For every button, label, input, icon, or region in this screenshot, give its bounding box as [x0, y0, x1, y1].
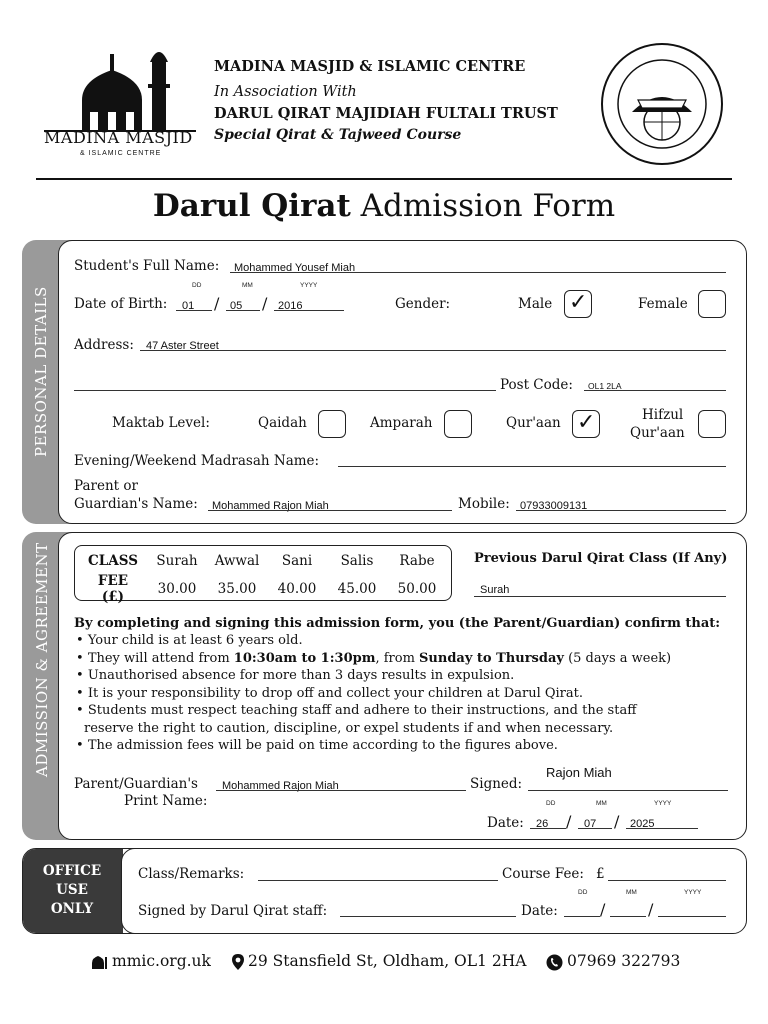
office-date-slash-1: / [600, 900, 606, 919]
fee-cell: 30.00 [157, 581, 197, 597]
bullet: • [76, 685, 84, 701]
quraan-label: Qur'aan [506, 415, 561, 431]
date-year-line [626, 828, 698, 829]
dob-year-line [274, 310, 344, 311]
terms-item [76, 737, 671, 755]
dob-day-line [176, 310, 212, 311]
fee-header: FEE (£) [97, 573, 129, 605]
date-day-line [530, 828, 566, 829]
office-dd-hint: DD [578, 889, 588, 896]
office-section [22, 848, 747, 934]
dob-year-input[interactable]: 2016 [278, 300, 303, 312]
print-name-line [216, 790, 466, 791]
fee-table-fee-row [79, 573, 447, 605]
address-line-2 [74, 390, 496, 391]
staff-signed-label: Signed by Darul Qirat staff: [138, 903, 328, 919]
previous-class-line [474, 596, 726, 597]
signature-line [528, 790, 728, 791]
madrasah-label: Evening/Weekend Madrasah Name: [74, 453, 320, 469]
gender-label: Gender: [395, 296, 451, 312]
header-line3: DARUL QIRAT MAJIDIAH FULTALI TRUST [214, 105, 558, 122]
dob-day-input[interactable]: 01 [182, 300, 195, 312]
parent-name-input[interactable]: Mohammed Rajon Miah [212, 500, 329, 512]
class-remarks-label: Class/Remarks: [138, 866, 245, 882]
dob-mm-hint: MM [242, 282, 253, 289]
term-text: (5 days a week) [563, 650, 672, 666]
hifzul-checkbox[interactable] [698, 410, 726, 438]
student-name-label: Student's Full Name: [74, 258, 220, 274]
hifzul-label-2: Qur'aan [630, 425, 685, 441]
mosque-icon [40, 40, 200, 140]
date-slash-1: / [566, 812, 572, 831]
class-cell: Sani [281, 553, 313, 569]
dob-month-input[interactable]: 05 [230, 300, 243, 312]
term-text: Students must respect teaching staff and adhere to their instructions, and the staff [87, 703, 637, 718]
fee-cell: 35.00 [217, 581, 257, 597]
term-text: Unauthorised absence for more than 3 days results in expulsion. [87, 668, 515, 683]
bullet: • [76, 650, 84, 666]
class-header: CLASS [88, 553, 138, 569]
pound-sign: £ [596, 866, 605, 882]
date-year-input[interactable]: 2025 [630, 818, 655, 830]
bullet: • [76, 703, 84, 718]
fee-table-class-row [79, 549, 447, 573]
terms-item [76, 650, 671, 668]
terms-item [76, 667, 671, 685]
hifzul-label-1: Hifzul [642, 407, 684, 423]
term-text: Your child is at least 6 years old. [87, 633, 303, 648]
logo-text: MADINA MASJID [44, 128, 193, 147]
header-line4: Special Qirat & Tajweed Course [214, 127, 462, 143]
parent-name-line [208, 510, 452, 511]
terms-item [76, 632, 671, 650]
mosque-small-icon [90, 954, 108, 974]
office-date-month-line [610, 916, 646, 917]
amparah-checkbox[interactable] [444, 410, 472, 438]
office-yyyy-hint: YYYY [684, 889, 702, 896]
madrasah-line [338, 466, 726, 467]
footer-address: 29 Stansfield St, Oldham, OL1 2HA [248, 952, 527, 970]
office-date-slash-2: / [648, 900, 654, 919]
student-name-input[interactable]: Mohammed Yousef Miah [234, 262, 356, 274]
dob-slash-2: / [262, 294, 268, 313]
mobile-input[interactable]: 07933009131 [520, 500, 588, 512]
date-day-input[interactable]: 26 [536, 818, 549, 830]
office-tab-label-1: OFFICE [42, 863, 102, 879]
office-mm-hint: MM [626, 889, 637, 896]
amparah-label: Amparah [370, 415, 433, 431]
title-rest: Admission Form [360, 188, 616, 224]
personal-details-section [58, 240, 747, 524]
postcode-input[interactable]: OL1 2LA [588, 381, 622, 391]
qaidah-label: Qaidah [258, 415, 307, 431]
class-cell: Rabe [399, 553, 435, 569]
fee-table [74, 545, 452, 605]
dob-dd-hint: DD [192, 282, 202, 289]
office-tab-label-3: ONLY [50, 901, 94, 917]
terms-item [76, 685, 671, 703]
dob-month-line [226, 310, 260, 311]
male-checkbox[interactable] [564, 290, 592, 318]
term-text: It is your responsibility to drop off and collect your children at Darul Qirat. [87, 685, 583, 701]
dob-label: Date of Birth: [74, 296, 168, 312]
date-slash-2: / [614, 812, 620, 831]
staff-signed-line [340, 916, 516, 917]
term-bold: Sunday to Thursday [419, 650, 564, 666]
address-line-1 [140, 350, 726, 351]
term-text: , from [375, 650, 420, 666]
postcode-label: Post Code: [500, 377, 573, 393]
office-date-year-line [658, 916, 726, 917]
maktab-label: Maktab Level: [112, 415, 210, 431]
mobile-label: Mobile: [458, 496, 510, 512]
print-name-label-1: Parent/Guardian's [74, 776, 198, 792]
dob-yyyy-hint: YYYY [300, 282, 318, 289]
quraan-checkbox[interactable] [572, 410, 600, 438]
date-label: Date: [487, 815, 524, 831]
terms-item [76, 720, 671, 738]
header-line2: In Association With [214, 84, 357, 100]
logo-subtext: & ISLAMIC CENTRE [80, 150, 162, 157]
date-month-input[interactable]: 07 [584, 818, 597, 830]
address-input[interactable]: 47 Aster Street [146, 340, 219, 352]
footer-phone[interactable]: 07969 322793 [567, 952, 681, 970]
fee-cell: 45.00 [337, 581, 377, 597]
form-title [0, 188, 768, 224]
postcode-line [584, 390, 726, 391]
date-month-line [578, 828, 612, 829]
terms-item [76, 702, 671, 720]
female-label: Female [638, 296, 688, 312]
student-name-line [230, 272, 726, 273]
office-date-day-line [564, 916, 600, 917]
bullet: • [76, 668, 84, 683]
header-line1: MADINA MASJID & ISLAMIC CENTRE [214, 58, 526, 75]
address-label: Address: [74, 337, 134, 353]
fee-cell: 50.00 [397, 581, 437, 597]
date-yyyy-hint: YYYY [654, 800, 672, 807]
seal-icon [598, 42, 726, 166]
male-label: Male [518, 296, 553, 312]
term-bold: 10:30am to 1:30pm [233, 650, 376, 666]
office-inner [121, 848, 747, 934]
quraan-check-icon: ✓ [577, 410, 596, 435]
term-text: They will attend from [87, 650, 234, 666]
female-checkbox[interactable] [698, 290, 726, 318]
print-name-input[interactable]: Mohammed Rajon Miah [222, 780, 339, 792]
office-date-label: Date: [521, 903, 558, 919]
term-text: reserve the right to caution, discipline, or expel students if and when necessary. [84, 720, 614, 736]
bullet: • [76, 738, 84, 753]
class-remarks-line [258, 880, 498, 881]
male-check-icon: ✓ [569, 290, 588, 315]
trust-seal [598, 42, 726, 166]
title-bold: Darul Qirat [152, 188, 351, 224]
terms-list [76, 632, 671, 755]
class-cell: Awwal [214, 553, 260, 569]
location-pin-icon [232, 954, 244, 974]
fee-cell: 40.00 [277, 581, 317, 597]
class-cell: Surah [156, 553, 198, 569]
admission-label: ADMISSION & AGREEMENT [33, 542, 51, 777]
header-divider [36, 178, 732, 180]
print-name-label-2: Print Name: [124, 793, 208, 809]
mobile-line [516, 510, 726, 511]
footer [0, 952, 768, 976]
term-text: The admission fees will be paid on time according to the figures above. [87, 738, 558, 753]
phone-icon [546, 954, 563, 975]
qaidah-checkbox[interactable] [318, 410, 346, 438]
office-tab-label-2: USE [56, 882, 88, 898]
signed-label: Signed: [470, 776, 523, 792]
course-fee-label: Course Fee: [502, 866, 584, 882]
website-link[interactable]: mmic.org.uk [112, 952, 211, 970]
parent-label-2: Guardian's Name: [74, 496, 198, 512]
date-dd-hint: DD [546, 800, 556, 807]
bullet: • [76, 633, 84, 648]
parent-label-1: Parent or [74, 478, 138, 494]
header [0, 0, 768, 180]
dob-slash-1: / [214, 294, 220, 313]
previous-class-input[interactable]: Surah [480, 584, 510, 596]
class-cell: Salis [340, 553, 374, 569]
previous-class-label: Previous Darul Qirat Class (If Any) [474, 551, 728, 566]
course-fee-line [608, 880, 726, 881]
confirm-heading: By completing and signing this admission form, you (the Parent/Guardian) confirm that: [74, 616, 721, 631]
madina-masjid-logo [40, 40, 200, 165]
personal-details-label: PERSONAL DETAILS [32, 286, 50, 457]
signature-input[interactable]: Rajon Miah [546, 765, 612, 780]
date-mm-hint: MM [596, 800, 607, 807]
